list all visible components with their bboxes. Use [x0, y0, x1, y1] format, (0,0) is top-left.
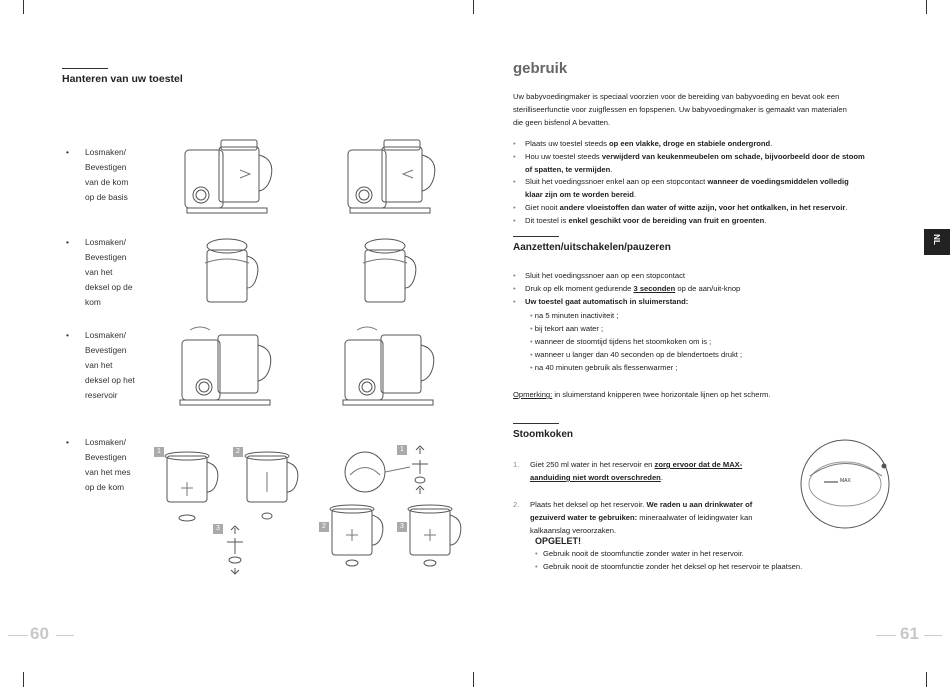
appliance-drawing: [180, 327, 271, 405]
list-item: • Hou uw toestel steeds verwijderd van keukenmeubelen om schade, bijvoorbeeld door de stoom: [513, 152, 865, 161]
page-number-rule: [924, 635, 942, 636]
warning-item: • Gebruik nooit de stoomfunctie zonder water in het reservoir.: [535, 549, 744, 558]
numbered-item: 2. Plaats het deksel op het reservoir. We raden u aan drinkwater of: [513, 500, 753, 509]
step-line: deksel op de: [85, 282, 133, 292]
sub-item: • wanneer u langer dan 40 seconden op de blendertoets drukt ;: [530, 350, 743, 359]
list-item: • Dit toestel is enkel geschikt voor de bereiding van fruit en groenten.: [513, 216, 767, 225]
crop-mark: [23, 672, 24, 687]
step-line: van het: [85, 360, 113, 370]
intro-line: Uw babyvoedingmaker is speciaal voorzien voor de bereiding van babyvoeding en bevat ook een: [513, 92, 840, 101]
bowl-drawing: [363, 239, 416, 302]
step-line: Losmaken/: [85, 147, 126, 157]
bullet: •: [66, 330, 69, 340]
crop-mark: [23, 0, 24, 14]
step-line: Losmaken/: [85, 330, 126, 340]
intro-line: sterilliseerfunctie voor zuigflessen en fopspenen. Uw babyvoedingmaker is gemaakt van materialen: [513, 105, 847, 114]
warning-title: OPGELET!: [535, 536, 582, 546]
figure-number: 3: [397, 522, 407, 532]
warning-item: • Gebruik nooit de stoomfunctie zonder het deksel op het reservoir te plaatsen.: [535, 562, 803, 571]
numbered-item: aanduiding niet wordt overschreden.: [530, 473, 663, 482]
appliance-drawing: [185, 140, 272, 213]
page-number-rule: [8, 635, 28, 636]
title-rule: [62, 68, 108, 69]
figure-number: 2: [233, 447, 243, 457]
list-item: • Sluit het voedingssnoer enkel aan op een stopcontact wanneer de voedingsmiddelen volledig: [513, 177, 849, 186]
page-title: Hanteren van uw toestel: [62, 73, 183, 85]
jug-drawing: [165, 452, 218, 521]
appliance-drawing: [348, 140, 435, 213]
bullet: •: [66, 237, 69, 247]
step-line: Bevestigen: [85, 252, 127, 262]
step-line: op de kom: [85, 482, 125, 492]
jug-drawing: [330, 505, 383, 566]
figure-number: 2: [319, 522, 329, 532]
step-line: Bevestigen: [85, 452, 127, 462]
language-tab: NL: [924, 229, 950, 255]
sub-item: • bij tekort aan water ;: [530, 324, 604, 333]
intro-line: die geen bisfenol A bevatten.: [513, 118, 611, 127]
page-number: 60: [30, 624, 49, 643]
blade-drawing: [227, 526, 243, 574]
jug-drawing: [245, 452, 298, 519]
figure-number: 3: [213, 524, 223, 534]
figure-number: 1: [397, 445, 407, 455]
list-item: • Plaats uw toestel steeds op een vlakke, droge en stabiele ondergrond.: [513, 139, 773, 148]
crop-mark: [473, 672, 474, 687]
remark: Opmerking: in sluimerstand knipperen twee horizontale lijnen op het scherm.: [513, 390, 771, 399]
sub-item: • na 5 minuten inactiviteit ;: [530, 311, 619, 320]
bowl-drawing: [205, 239, 258, 302]
max-label: MAX: [840, 478, 851, 484]
section-title: Stoomkoken: [513, 429, 574, 440]
section-rule: [513, 423, 559, 424]
page-number-rule: [56, 635, 74, 636]
blade-drawing: [412, 446, 428, 494]
step-line: Losmaken/: [85, 237, 126, 247]
sub-item: • na 40 minuten gebruik als flessenwarmer ;: [530, 363, 678, 372]
section-title: Aanzetten/uitschakelen/pauzeren: [513, 242, 671, 253]
list-item: klaar zijn om te worden bereid.: [525, 190, 636, 199]
bullet: •: [66, 437, 69, 447]
step-line: Bevestigen: [85, 345, 127, 355]
step-line: van het: [85, 267, 113, 277]
step-line: van het mes: [85, 467, 131, 477]
illustrations: [150, 130, 480, 590]
page-title: gebruik: [513, 60, 568, 77]
numbered-item: 1. Giet 250 ml water in het reservoir en zorg ervoor dat de MAX-: [513, 460, 743, 469]
step-3: [66, 328, 146, 403]
detail-drawing: [345, 452, 410, 492]
crop-mark: [926, 672, 927, 687]
step-line: kom: [85, 297, 101, 307]
step-line: van de kom: [85, 177, 129, 187]
step-1: [66, 145, 146, 205]
step-line: Losmaken/: [85, 437, 126, 447]
step-line: op de basis: [85, 192, 128, 202]
list-item: • Uw toestel gaat automatisch in sluimerstand:: [513, 297, 689, 306]
numbered-item: gezuiverd water te gebruiken: mineraalwater of leidingwater kan: [530, 513, 753, 522]
sub-item: • wanneer de stoomtijd tijdens het stoomkoken om is ;: [530, 337, 712, 346]
crop-mark: [473, 0, 474, 14]
page-number-rule: [876, 635, 896, 636]
step-line: deksel op het: [85, 375, 135, 385]
list-item: • Druk op elk moment gedurende 3 seconden op de aan/uit-knop: [513, 284, 741, 293]
appliance-drawing: [343, 327, 434, 405]
section-rule: [513, 236, 559, 237]
numbered-item: kalkaanslag veroorzaken.: [530, 526, 617, 535]
crop-mark: [926, 0, 927, 14]
step-2: [66, 235, 146, 310]
step-line: Bevestigen: [85, 162, 127, 172]
step-line: reservoir: [85, 390, 118, 400]
figure-number: 1: [154, 447, 164, 457]
list-item: • Giet nooit andere vloeistoffen dan water of witte azijn, voor het ontkalken, in het reservoir.: [513, 203, 848, 212]
page-number: 61: [900, 624, 919, 643]
step-4: [66, 435, 146, 495]
bullet: •: [66, 147, 69, 157]
jug-drawing: [408, 505, 461, 566]
list-item: • Sluit het voedingssnoer aan op een stopcontact: [513, 271, 686, 280]
list-item: of spatten, te vermijden.: [525, 165, 613, 174]
